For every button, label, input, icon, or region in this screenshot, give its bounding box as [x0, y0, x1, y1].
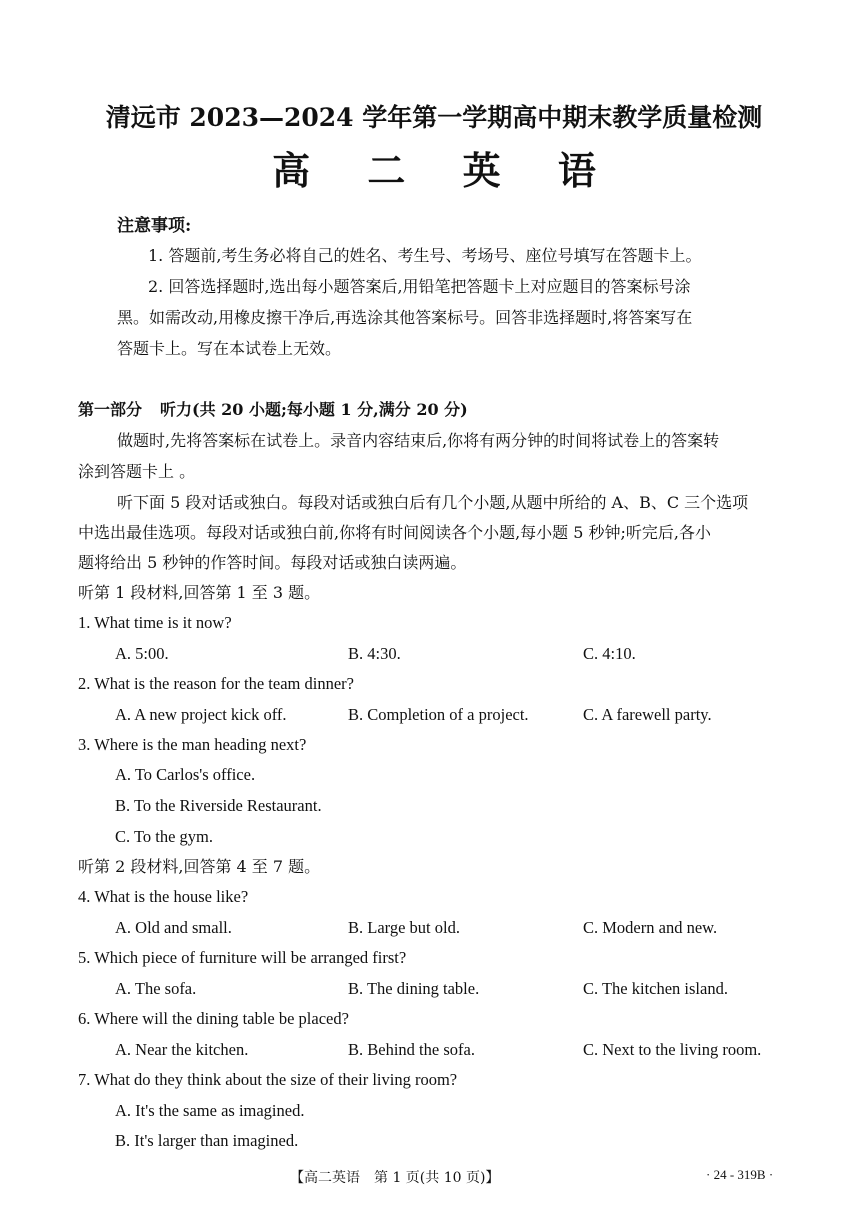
question-1-option-b: B. 4:30.: [348, 644, 401, 663]
notes-item-2-line-2: 黑。如需改动,用橡皮擦干净后,再选涂其他答案标号。回答非选择题时,将答案写在: [117, 308, 693, 327]
part1-instruction-2-line-1: 听下面 5 段对话或独白。每段对话或独白后有几个小题,从题中所给的 A、B、C 三个选项: [117, 493, 749, 512]
part1-heading: [78, 399, 468, 421]
question-7-stem: 7. What do they think about the size of their living room?: [78, 1070, 458, 1089]
question-4-stem: 4. What is the house like?: [78, 887, 249, 906]
part1-instruction-2-line-3: 题将给出 5 秒钟的作答时间。每段对话或独白读两遍。: [78, 553, 467, 572]
question-2-stem: 2. What is the reason for the team dinner?: [78, 674, 354, 693]
question-5-stem: 5. Which piece of furniture will be arranged first?: [78, 948, 407, 967]
question-2-option-c: C. A farewell party.: [583, 705, 712, 724]
section-2-heading: 听第 2 段材料,回答第 4 至 7 题。: [78, 857, 321, 876]
question-2-option-a: A. A new project kick off.: [115, 705, 287, 724]
section-1-heading: 听第 1 段材料,回答第 1 至 3 题。: [78, 583, 321, 602]
question-5-option-c: C. The kitchen island.: [583, 979, 728, 998]
question-3-stem: 3. Where is the man heading next?: [78, 735, 307, 754]
paper-code: · 24 - 319B ·: [706, 1167, 774, 1182]
question-1-option-a: A. 5:00.: [115, 644, 169, 663]
part1-instruction-1-line-2: 涂到答题卡上 。: [78, 462, 196, 481]
exam-title: 清远市 2023—2024 学年第一学期高中期末教学质量检测: [105, 103, 763, 132]
question-7-option-b: B. It's larger than imagined.: [115, 1131, 299, 1150]
notes-item-2-line-1: 2. 回答选择题时,选出每小题答案后,用铅笔把答题卡上对应题目的答案标号涂: [148, 277, 691, 296]
question-3-option-a: A. To Carlos's office.: [115, 765, 256, 784]
question-4-option-b: B. Large but old.: [348, 918, 460, 937]
question-3-option-c: C. To the gym.: [115, 827, 214, 846]
page-footer: 【高二英语 第 1 页(共 10 页)】: [290, 1170, 500, 1186]
question-6-stem: 6. Where will the dining table be placed?: [78, 1009, 349, 1028]
part1-instruction-2-line-2: 中选出最佳选项。每段对话或独白前,你将有时间阅读各个小题,每小题 5 秒钟;听完后,各小: [78, 523, 712, 542]
question-4-option-a: A. Old and small.: [115, 918, 232, 937]
part1-heading-prefix: 第一部分: [78, 400, 143, 419]
notes-item-1: 1. 答题前,考生务必将自己的姓名、考生号、考场号、座位号填写在答题卡上。: [148, 246, 702, 265]
question-7-option-a: A. It's the same as imagined.: [115, 1101, 305, 1120]
notes-heading: 注意事项:: [117, 216, 192, 236]
question-5-option-b: B. The dining table.: [348, 979, 480, 998]
question-3-option-b: B. To the Riverside Restaurant.: [115, 796, 322, 815]
question-1-option-c: C. 4:10.: [583, 644, 636, 663]
question-6-option-c: C. Next to the living room.: [583, 1040, 762, 1059]
question-6-option-b: B. Behind the sofa.: [348, 1040, 475, 1059]
part1-instruction-1-line-1: 做题时,先将答案标在试卷上。录音内容结束后,你将有两分钟的时间将试卷上的答案转: [117, 431, 720, 450]
question-2-option-b: B. Completion of a project.: [348, 705, 529, 724]
question-4-option-c: C. Modern and new.: [583, 918, 718, 937]
question-1-stem: 1. What time is it now?: [78, 613, 232, 632]
question-5-option-a: A. The sofa.: [115, 979, 197, 998]
question-6-option-a: A. Near the kitchen.: [115, 1040, 249, 1059]
notes-item-2-line-3: 答题卡上。写在本试卷上无效。: [117, 339, 342, 358]
subject-title: 高 二 英 语: [272, 148, 618, 193]
part1-heading-rest: 听力(共 20 小题;每小题 1 分,满分 20 分): [160, 400, 468, 419]
